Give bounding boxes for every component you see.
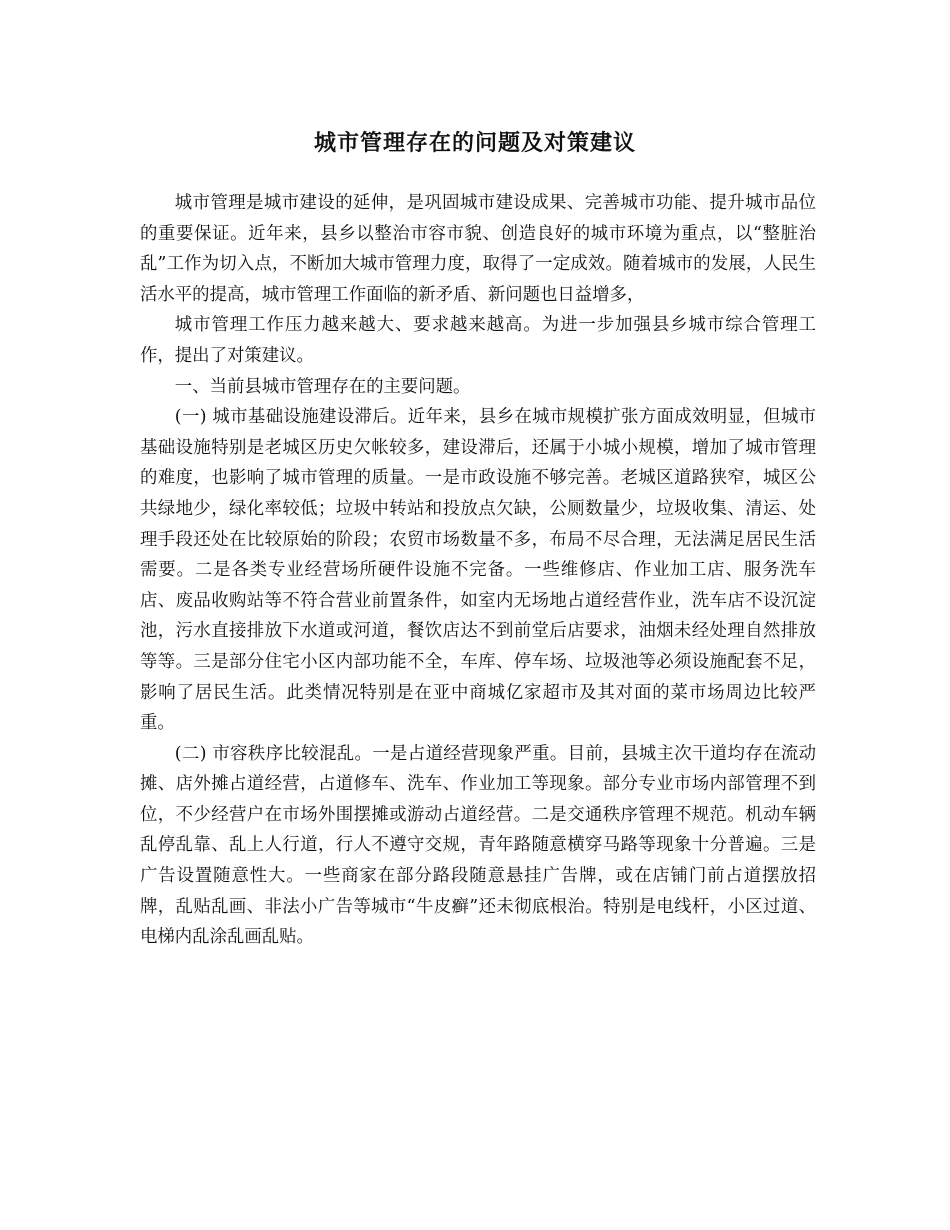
paragraph-infrastructure: (一) 城市基础设施建设滞后。近年来，县乡在城市规模扩张方面成效明显，但城市基础设施特别是老城区历史欠帐较多，建设滞后，还属于小城小规模，增加了城市管理的难度，也影响了城市管理的质量。一是市政设施不够完善。老城区道路狭窄，城区公共绿地少，绿化率较低；垃圾中转站和投放点欠缺，公厕数量少，垃圾收集、清运、处理手段还处在比较原始的阶段；农贸市场数量不多，布局不尽合理，无法满足居民生活需要。二是各类专业经营场所硬件设施不完备。一些维修店、作业加工店、服务洗车店、废品收购站等不符合营业前置条件，如室内无场地占道经营作业，洗车店不设沉淀池，污水直接排放下水道或河道，餐饮店达不到前堂后店要求，油烟未经处理自然排放等等。三是部分住宅小区内部功能不全，车库、停车场、垃圾池等必须设施配套不足，影响了居民生活。此类情况特别是在亚中商城亿家超市及其对面的菜市场周边比较严重。 — [140, 407, 816, 734]
paragraph-intro: 城市管理是城市建设的延伸，是巩固城市建设成果、完善城市功能、提升城市品位的重要保证。近年来，县乡以整治市容市貌、创造良好的城市环境为重点，以“整脏治乱”工作为切入点，不断加大城市管理力度，取得了一定成效。随着城市的发展，人民生活水平的提高，城市管理工作面临的新矛盾、新问题也日益增多， — [140, 193, 816, 305]
section-heading-main-problems: 一、当前县城市管理存在的主要问题。 — [174, 376, 471, 397]
paragraph-city-order: (二) 市容秩序比较混乱。一是占道经营现象严重。目前，县城主次干道均存在流动摊、店外摊占道经营，占道修车、洗车、作业加工等现象。部分专业市场内部管理不到位，不少经营户在市场外围摆摊或游动占道经营。二是交通秩序管理不规范。机动车辆乱停乱靠、乱上人行道，行人不遵守交规，青年路随意横穿马路等现象十分普遍。三是广告设置随意性大。一些商家在部分路段随意悬挂广告牌，或在店铺门前占道摆放招牌，乱贴乱画、非法小广告等城市“牛皮癣”还未彻底根治。特别是电线杆，小区过道、电梯内乱涂乱画乱贴。 — [140, 743, 816, 948]
paragraph-intro-continued: 城市管理工作压力越来越大、要求越来越高。为进一步加强县乡城市综合管理工作，提出了对策建议。 — [140, 315, 816, 366]
document-body — [140, 188, 816, 953]
document-title: 城市管理存在的问题及对策建议 — [313, 130, 636, 156]
